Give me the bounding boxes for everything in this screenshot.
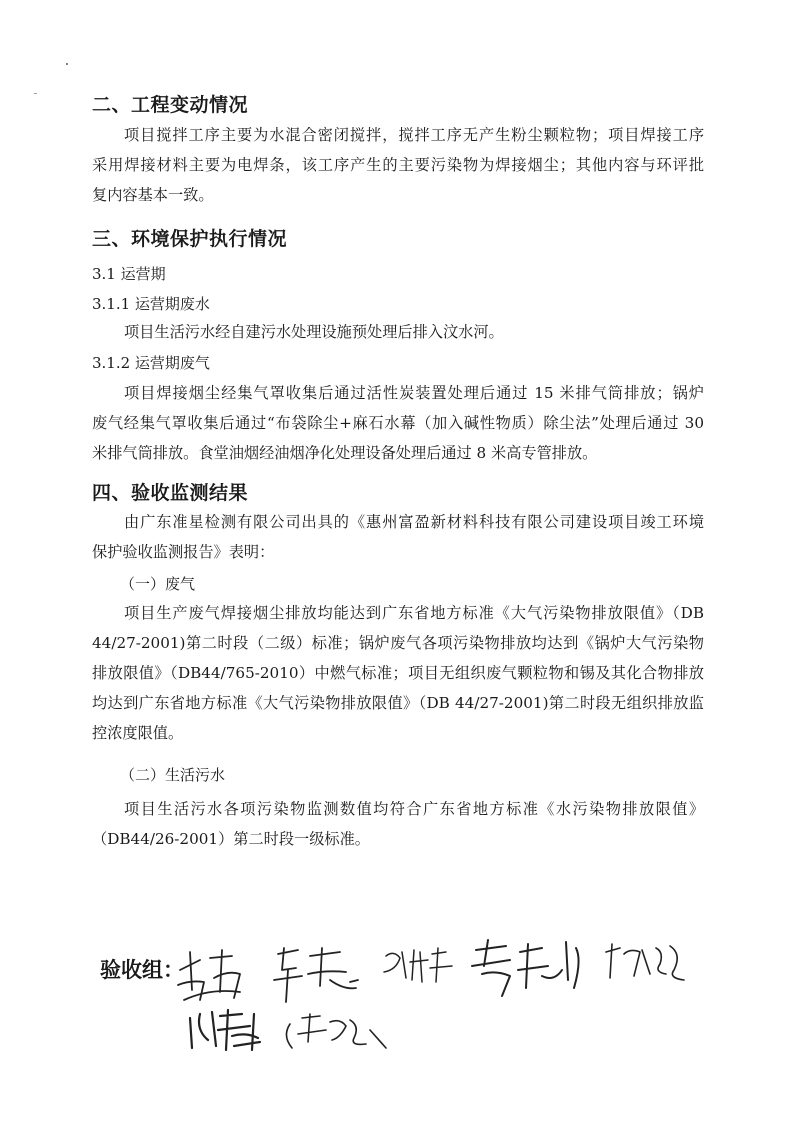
paragraph-line: 控浓度限值。 [92, 724, 184, 742]
paragraph-line: 由广东准星检测有限公司出具的《惠州富盈新材料科技有限公司建设项目竣工环境 [124, 513, 704, 531]
section-2-heading: 二、工程变动情况 [92, 94, 249, 116]
paragraph-line: 项目生产废气焊接烟尘排放均能达到广东省地方标准《大气污染物排放限值》（DB [124, 604, 704, 622]
paragraph-line: 废气经集气罩收集后通过“布袋除尘+麻石水幕（加入碱性物质）除尘法”处理后通过 30 [92, 414, 704, 432]
exhaust-gas-paragraph [92, 378, 704, 468]
subsection-wastewater: （二）生活污水 [120, 766, 226, 784]
paragraph-line: 均达到广东省地方标准《大气污染物排放限值》（DB 44/27-2001)第二时段无组织排放监 [92, 694, 704, 712]
subsection-3-1-1: 3.1.1 运营期废水 [92, 295, 210, 313]
section-4-heading: 四、验收监测结果 [92, 482, 249, 504]
paragraph-line: 项目搅拌工序主要为水混合密闭搅拌，搅拌工序无产生粉尘颗粒物；项目焊接工序 [124, 126, 704, 144]
wastewater-results-paragraph [92, 794, 704, 854]
signature-2 [274, 948, 358, 1002]
section-3-heading: 三、环境保护执行情况 [92, 228, 288, 250]
gas-results-paragraph [92, 598, 704, 748]
subsection-3-1: 3.1 运营期 [92, 265, 166, 283]
scan-speck [66, 63, 68, 65]
signature-7 [286, 1014, 386, 1048]
subsection-3-1-2: 3.1.2 运营期废气 [92, 354, 210, 372]
wastewater-paragraph [92, 317, 704, 347]
paragraph-line: 米排气筒排放。食堂油烟经油烟净化处理设备处理后通过 8 米高专管排放。 [92, 444, 598, 462]
paragraph-line: 项目焊接烟尘经集气罩收集后通过活性炭装置处理后通过 15 米排气筒排放；锅炉 [124, 384, 704, 402]
signature-6 [190, 1010, 260, 1050]
paragraph-line: 排放限值》（DB44/765-2010）中燃气标准；项目无组织废气颗粒物和锡及其化合物排放 [92, 664, 704, 682]
handwritten-signatures [170, 930, 710, 1060]
scan-speck [34, 93, 37, 94]
signature-4 [472, 940, 579, 996]
paragraph-line: 项目生活污水经自建污水处理设施预处理后排入汶水河。 [124, 323, 504, 341]
paragraph-line: 项目生活污水各项污染物监测数值均符合广东省地方标准《水污染物排放限值》 [124, 800, 704, 818]
section-4-intro [92, 507, 704, 567]
acceptance-group-label: 验收组： [100, 958, 184, 982]
signature-3 [384, 948, 452, 982]
paragraph-line: 采用焊接材料主要为电焊条，该工序产生的主要污染物为焊接烟尘；其他内容与环评批 [92, 156, 704, 174]
paragraph-line: 44/27-2001)第二时段（二级）标准；锅炉废气各项污染物排放均达到《锅炉大气污染物 [92, 634, 704, 652]
section-2-paragraph [92, 120, 704, 210]
paragraph-line: （DB44/26-2001）第二时段一级标准。 [92, 830, 370, 848]
paragraph-line: 复内容基本一致。 [92, 186, 214, 204]
signature-5 [606, 944, 684, 980]
paragraph-line: 保护验收监测报告》表明： [92, 543, 275, 561]
signature-1 [178, 950, 240, 1000]
subsection-gas: （一）废气 [120, 575, 196, 593]
